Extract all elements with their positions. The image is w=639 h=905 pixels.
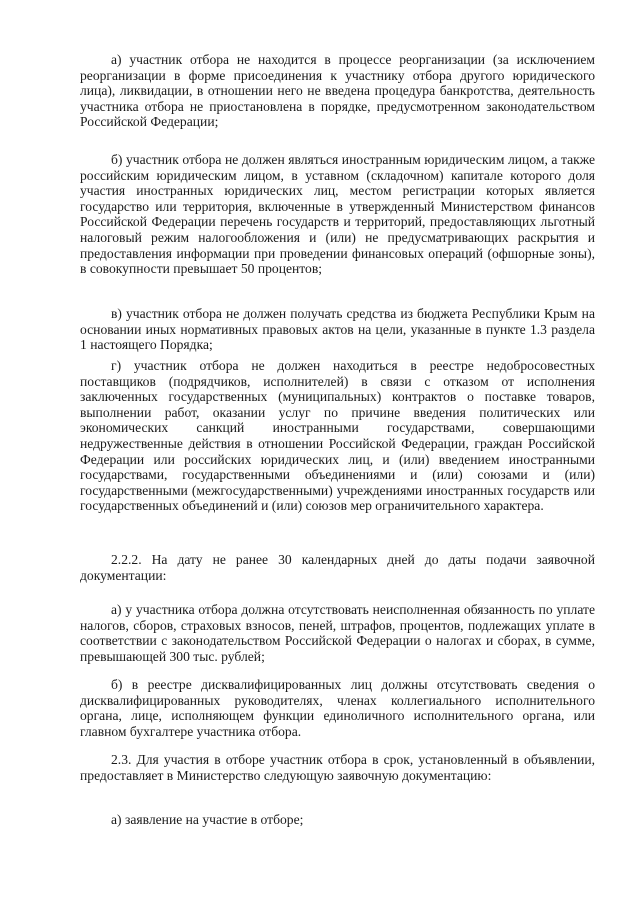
paragraph-2-3: 2.3. Для участия в отборе участник отбора в срок, установленный в объявлении, предоставляет в Министерство следующую заявочную документацию: [80, 752, 595, 783]
paragraph-a-tax-debt: а) у участника отбора должна отсутствовать неисполненная обязанность по уплате налогов, сборов, страховых взносов, пеней, штрафов, процентов, подлежащих уплате в соответствии с законодательством Российской Федерации о налогах и сборах, в сумме, превышающей 300 тыс. рублей; [80, 602, 595, 664]
paragraph-g-unreliable-suppliers: г) участник отбора не должен находиться в реестре недобросовестных поставщиков (подрядчиков, исполнителей) в связи с отказом от исполнения заключенных государственных (муниципальных) контрактов о поставке товаров, выполнении работ, оказании услуг по причине введения политических или экономических санкций иностранными государствами, совершающими недружественные действия в отношении Российской Федерации, граждан Российской Федерации или российских юридических лиц, и (или) введением иностранными государствами, государственными объединениями и (или) союзами и (или) государственными (межгосударственными) учреждениями иностранных государств или государственных объединений и (или) союзов мер ограничительного характера. [80, 358, 595, 514]
paragraph-a-reorganization: а) участник отбора не находится в процессе реорганизации (за исключением реорганизации в форме присоединения к участнику отбора другого юридического лица), ликвидации, в отношении него не введена процедура банкротства, деятельность участника отбора не приостановлена в порядке, предусмотренном законодательством Российской Федерации; [80, 52, 595, 130]
paragraph-2-2-2: 2.2.2. На дату не ранее 30 календарных дней до даты подачи заявочной документации: [80, 552, 595, 583]
paragraph-b-disqualified-persons: б) в реестре дисквалифицированных лиц должны отсутствовать сведения о дисквалифицированных руководителях, членах коллегиального исполнительного органа, лице, исполняющем функции единоличного исполнительного органа, или главном бухгалтере участника отбора. [80, 677, 595, 739]
paragraph-b-foreign-entity: б) участник отбора не должен являться иностранным юридическим лицом, а также российским юридическим лицом, в уставном (складочном) капитале которого доля участия иностранных юридических лиц, местом регистрации которых является государство или территория, включенные в утвержденный Министерством финансов Российской Федерации перечень государств и территорий, предоставляющих льготный налоговый режим налогообложения и (или) не предусматривающих раскрытия и предоставления информации при проведении финансовых операций (офшорные зоны), в совокупности превышает 50 процентов; [80, 152, 595, 277]
paragraph-a-application: а) заявление на участие в отборе; [111, 812, 304, 827]
paragraph-v-budget-funds: в) участник отбора не должен получать средства из бюджета Республики Крым на основании иных нормативных правовых актов на цели, указанные в пункте 1.3 раздела 1 настоящего Порядка; [80, 306, 595, 353]
